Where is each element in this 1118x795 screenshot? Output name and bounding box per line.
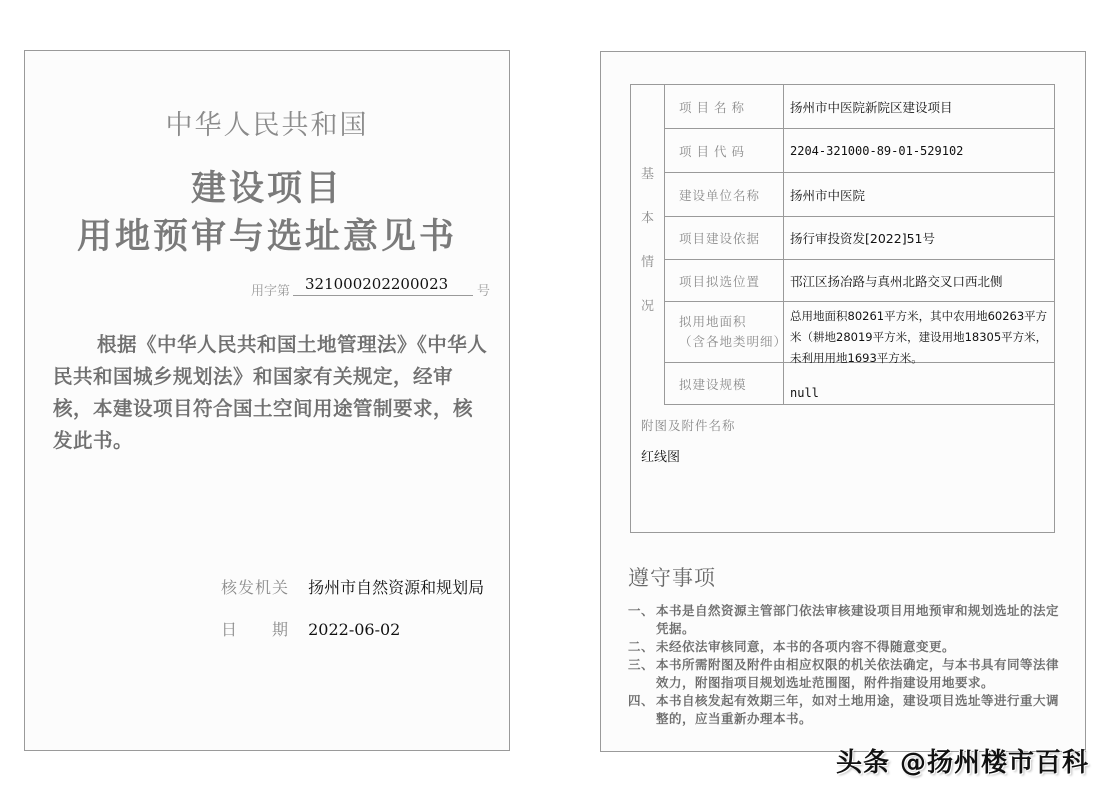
note-text: 本书自核发起有效期三年，如对土地用途，建设项目选址等进行重大调整的，应当重新办理本书。 bbox=[656, 693, 1060, 726]
note-number: 一、 bbox=[628, 603, 655, 618]
row-value: 扬州市中医院 bbox=[790, 187, 866, 203]
row-label: 建设单位名称 bbox=[664, 173, 784, 216]
row-value: null bbox=[790, 386, 819, 400]
note-number: 四、 bbox=[628, 693, 655, 708]
table-row-project-name bbox=[664, 85, 1054, 129]
row-value: 扬州市中医院新院区建设项目 bbox=[790, 99, 953, 115]
certificate-number bbox=[251, 275, 491, 297]
document-title-line2: 用地预审与选址意见书 bbox=[76, 217, 457, 257]
table-row-project-code bbox=[664, 129, 1054, 173]
notes-title: 遵守事项 bbox=[628, 566, 716, 590]
row-label-sub: （含各地类明细） bbox=[679, 334, 788, 349]
row-value: 扬行审投资发[2022]51号 bbox=[790, 231, 935, 246]
date-label: 日 期 bbox=[221, 620, 290, 639]
section-label-char: 基 bbox=[640, 167, 654, 182]
issuer-row bbox=[221, 575, 484, 598]
note-text: 本书是自然资源主管部门依法审核建设项目用地预审和规划选址的法定凭据。 bbox=[656, 603, 1060, 636]
note-item bbox=[628, 638, 1068, 656]
basic-info-section-label bbox=[631, 85, 665, 404]
row-label: 项目代码 bbox=[664, 129, 784, 172]
note-number: 三、 bbox=[628, 657, 655, 672]
row-value: 总用地面积80261平方米，其中农用地60263平方米（耕地28019平方米，建设用地18305平方米，未利用用地1693平方米。 bbox=[790, 309, 1048, 365]
certificate-number-suffix: 号 bbox=[477, 284, 491, 299]
row-label bbox=[664, 302, 788, 362]
table-row-location bbox=[664, 260, 1054, 302]
issuer-value: 扬州市自然资源和规划局 bbox=[308, 578, 485, 597]
table-row-builder bbox=[664, 173, 1054, 217]
country-heading: 中华人民共和国 bbox=[165, 110, 369, 141]
section-label-char: 本 bbox=[640, 211, 654, 226]
certificate-number-value: 321000202200023 bbox=[305, 275, 449, 293]
row-value: 2204-321000-89-01-529102 bbox=[790, 143, 964, 158]
attachments-value: 红线图 bbox=[641, 450, 681, 465]
notes-list bbox=[628, 602, 1068, 728]
note-item bbox=[628, 656, 1068, 692]
note-text: 未经依法审核同意，本书的各项内容不得随意变更。 bbox=[656, 639, 956, 654]
certificate-cover-page bbox=[24, 50, 510, 751]
table-row-basis bbox=[664, 217, 1054, 260]
note-text: 本书所需附图及附件由相应权限的机关依法确定，与本书具有同等法律效力，附图指项目规划选址范围图，附件指建设用地要求。 bbox=[656, 657, 1060, 690]
row-label: 项目拟选位置 bbox=[664, 260, 784, 301]
note-item bbox=[628, 602, 1068, 638]
section-label-char: 情 bbox=[640, 255, 654, 270]
note-number: 二、 bbox=[628, 639, 655, 654]
row-label: 项目名称 bbox=[664, 85, 784, 128]
row-value: 邗江区扬冶路与真州北路交叉口西北侧 bbox=[790, 273, 1003, 289]
certificate-number-prefix: 用字第 bbox=[251, 284, 291, 299]
table-row-scale bbox=[664, 363, 1054, 405]
attachments-label: 附图及附件名称 bbox=[641, 418, 736, 433]
section-label-char: 况 bbox=[640, 299, 654, 314]
certificate-detail-page bbox=[600, 51, 1086, 752]
row-label: 项目建设依据 bbox=[664, 217, 784, 259]
basic-info-table bbox=[630, 84, 1055, 533]
certificate-number-underline bbox=[293, 275, 473, 296]
source-watermark: 头条 @扬州楼市百科 bbox=[836, 748, 1090, 778]
row-label: 拟建设规模 bbox=[664, 363, 784, 404]
issuer-label: 核发机关 bbox=[221, 578, 290, 597]
note-item bbox=[628, 692, 1068, 728]
certificate-body-text: 根据《中华人民共和国土地管理法》《中华人民共和国城乡规划法》和国家有关规定，经审核，本建设项目符合国土空间用途管制要求，核发此书。 bbox=[53, 333, 488, 452]
document-title-line1: 建设项目 bbox=[190, 169, 343, 209]
date-row bbox=[221, 617, 400, 640]
table-row-land-area bbox=[664, 302, 1054, 363]
row-label-main: 拟用地面积 bbox=[679, 314, 747, 329]
date-value: 2022-06-02 bbox=[308, 620, 401, 639]
